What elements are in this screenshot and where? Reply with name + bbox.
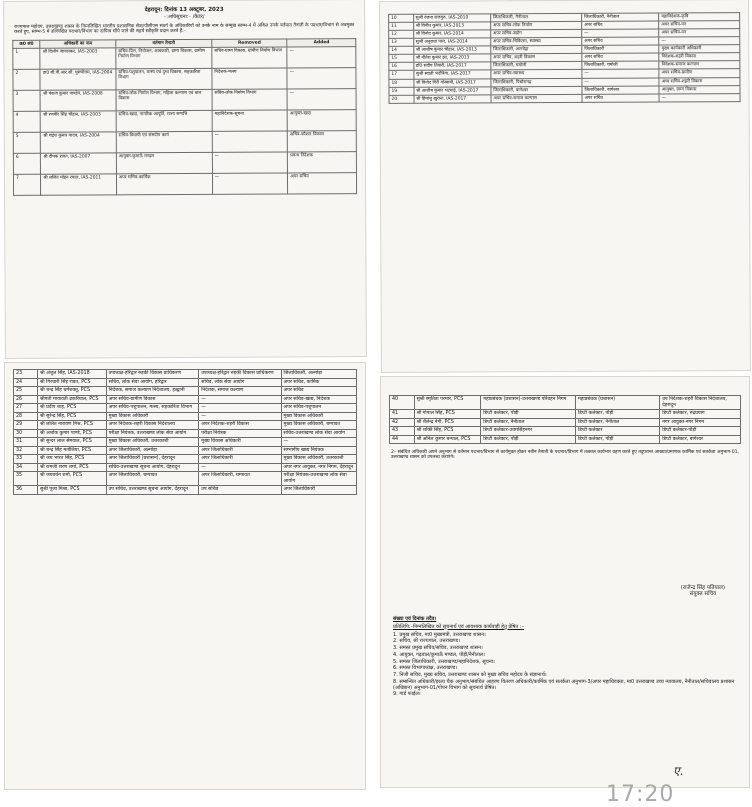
table-cell: श्री चन्द्र सिंह मर्तोलिया, PCS: [38, 446, 107, 455]
table-cell: अपर जिलाधिकारी (प्रशासन), देहरादून: [106, 455, 199, 464]
table-cell: अपर सचिव-वन: [659, 29, 740, 37]
table-cell: अपर सचिव: [582, 21, 659, 29]
table-row: [14, 421, 357, 430]
table-cell: अपर सचिव: [288, 172, 357, 193]
table-cell: महानिदेशक-सूचना: [212, 110, 288, 131]
table-cell: निदेशक-शहरी विकास: [659, 53, 740, 61]
table-cell: श्री दीपक रावत, IAS-2007: [41, 153, 117, 174]
table-cell: —: [199, 412, 281, 421]
list-item: 5. समस्त जिलाधिकारी, उत्तराखण्ड/महानिदेशक, सूचना।: [393, 658, 495, 665]
column-header: वर्तमान तैनाती: [116, 39, 212, 48]
table-cell: सुश्री स्मृतिता परमार, PCS: [414, 396, 481, 410]
table-cell: जिलाधिकारी: [582, 45, 659, 53]
table-cell: 44: [390, 435, 415, 444]
table-cell: श्री ललित मोहन रयाल, IAS-2011: [41, 174, 117, 195]
posting-table-3: [13, 369, 357, 495]
table-cell: डिप्टी कलेक्टर-उधमसिंहनगर: [481, 427, 576, 436]
table-row: [14, 387, 357, 396]
table-body: [14, 370, 357, 495]
table-cell: श्री गिरधारी सिंह रावत, PCS: [38, 378, 107, 387]
table-cell: श्री गोपाल सिंह, PCS: [414, 410, 481, 419]
table-row: [13, 151, 356, 174]
table-cell: श्री आशीष कुमार चौहान, IAS-2013: [413, 46, 490, 54]
table-cell: सुश्री स्वाती भदौरिया, IAS-2017: [413, 70, 490, 78]
table-cell: श्री प्रदीप शाह, PCS: [38, 404, 107, 413]
table-cell: अपर निदेशक-शहरी विकास: [199, 421, 281, 430]
table-row: [13, 67, 356, 90]
table-cell: अपर सचिव-कार्मिक: [116, 173, 212, 195]
table-cell: अपर सचिव-समाज कल्याण: [491, 94, 582, 103]
table-cell: श्री विनीत कुमार, IAS-2013: [413, 22, 490, 30]
table-cell: सुश्री अनुराधा पाल, IAS-2014: [413, 38, 490, 46]
table-cell: परीक्षा नियंत्रक: [199, 429, 281, 438]
table-cell: अपर सचिव-पशुपालन, मत्स्य, सहकारिता विभाग: [106, 404, 199, 413]
table-body: [13, 46, 357, 195]
table-cell: 42: [390, 418, 415, 427]
table-row: [13, 109, 356, 132]
table-cell: जिलाधिकारी, बागेश्वर: [491, 86, 582, 95]
document-page-4: [380, 376, 750, 788]
table-cell: अपर सचिव-उद्योग: [490, 30, 581, 39]
table-cell: 32: [14, 446, 38, 455]
table-cell: श्री चन्द्र सिंह धर्मशक्तू, PCS: [38, 387, 107, 396]
table-cell: जिलाधिकारी, अल्मोड़ा: [491, 46, 582, 55]
table-cell: मुख्य विकास अधिकारी, उत्तरकाशी: [281, 455, 356, 464]
table-cell: जिलाधिकारी, अल्मोड़ा: [281, 370, 356, 379]
table-cell: श्री पंकज कुमार पाण्डेय, IAS-2008: [40, 90, 116, 111]
table-cell: 33: [14, 455, 38, 464]
table-cell: निदेशक, समाज कल्याण: [199, 387, 281, 396]
table-cell: —: [287, 46, 356, 67]
table-cell: डिप्टी कलेक्टर, नैनीताल: [481, 418, 576, 427]
table-cell: 17: [389, 71, 414, 79]
table-cell: —: [582, 69, 659, 77]
table-row: [14, 463, 357, 472]
copy-title: संख्या एवं दिनांक तदैव।: [393, 616, 437, 622]
list-item: 8. सम्बन्धित अधिकारी/इरला चैक अनुभाग/संबंधित आहरण वितरण अधिकारी/कार्मिक एवं सतर्कता अनुभाग-3/अपर महाधिवक्ता, मा0 उत्तराखण्ड उच्च न्यायालय, नैनीताल/सचिवालय प्रशासन (अधिष्ठान) अनुभाग-01/गोपन विभाग को सूचनार्थ प्रेषित।: [393, 678, 735, 691]
table-row: [13, 46, 356, 69]
table-cell: सचिव-उत्तराखण्ड सूचना आयोग, देहरादून: [106, 463, 199, 472]
table-row: [14, 378, 357, 387]
table-row: [14, 404, 357, 413]
table-cell: अपर सचिव-ग्रामीण: [659, 69, 740, 77]
table-cell: श्री चंद्रेश कुमार यादव, IAS-2004: [41, 132, 117, 153]
posting-table-2: [388, 12, 740, 104]
column-header: Removed: [212, 39, 287, 47]
table-cell: मुख्य विकास अधिकारी, चम्पावत: [281, 421, 356, 430]
table-cell: उपाध्यक्ष-हरिद्वार रुड़की विकास प्राधिकरण: [106, 370, 199, 379]
table-cell: 6: [13, 153, 41, 174]
table-cell: अपर जिलाधिकारी: [199, 455, 281, 464]
document-page-1: [3, 0, 367, 359]
table-cell: 31: [14, 438, 38, 447]
handwritten-initials: ए.: [673, 764, 684, 778]
table-cell: मुख्य विकास अधिकारी: [281, 412, 356, 421]
table-cell: अपर सचिव: [582, 37, 659, 45]
table-cell: 14: [389, 47, 414, 55]
table-cell: डिप्टी कलेक्टर: [576, 427, 660, 436]
table-cell: निदेशक, समाज कल्याण निदेशालय, हल्द्वानी: [106, 387, 199, 396]
table-cell: अपर सचिव-खाद्य, निदेशक: [281, 395, 356, 404]
table-cell: अपर जिलाधिकारी: [281, 486, 356, 495]
table-body: [389, 13, 740, 104]
table-cell: जिलाधिकारी, बागेश्वर: [582, 86, 659, 94]
table-cell: अपर सचिव-वन: [659, 21, 740, 29]
table-cell: उप सचिव: [199, 486, 281, 495]
table-cell: अपर सचिव-चिकित्सा, स्वास्थ्य: [491, 38, 582, 47]
table-cell: श्री सुरेन्द्र सिंह, PCS: [38, 412, 107, 421]
table-cell: श्री जयवर्धन शर्मा, PCS: [38, 472, 107, 486]
table-cell: सचिव-ग्राम्य विकास, ग्रामीण निर्माण विभाग: [212, 47, 288, 68]
table-cell: जिलाधिकारी, पिथौरागढ़: [491, 78, 582, 87]
table-cell: डिप्टी कलेक्टर, पौड़ी: [481, 410, 576, 419]
table-cell: अपर सचिव, शहरी विकास: [491, 54, 582, 63]
table-cell: सचिव, लोक सेवा आयोग, हरिद्वार: [106, 378, 199, 387]
table-cell: 10: [389, 14, 414, 22]
table-cell: अपर सचिव-स्वास्थ्य: [491, 70, 582, 79]
table-cell: डा0 बी.वी.आर.सी. पुरुषोत्तम, IAS-2004: [40, 69, 116, 90]
table-cell: परीक्षा नियंत्रक-उत्तराखण्ड लोक सेवा आयोग: [281, 472, 356, 486]
table-cell: अपर सचिव, कार्मिक: [281, 378, 356, 387]
table-cell: श्रीमती मायावती ढकरियाल, PCS: [38, 395, 107, 404]
table-row: [14, 429, 357, 438]
table-cell: सचिव-पशुपालन, मत्स्य एवं दुग्ध विकास, सहकारिता विभाग: [116, 68, 212, 90]
table-cell: डिप्टी कलेक्टर, पौड़ी: [576, 410, 660, 419]
table-cell: डॉ0 संदीप तिवारी, IAS-2017: [413, 62, 490, 70]
signature-title: संयुक्त सचिव: [689, 591, 717, 598]
page-4-paragraph: 2– संबंधित अधिकारी अपने अनुभाग से वर्तमान पदभार/विभाग से कार्यमुक्त होकर नवीन तैनाती के पदभार/विभाग में तत्काल कार्यभार ग्रहण करते हुए तदुपरान्त आख्या/प्रमाणक कार्मिक एवं सतर्कता अनुभाग-01, उत्तराखण्ड शासन को उपलब्ध कराएंगे।: [391, 450, 739, 461]
table-cell: 13: [389, 38, 414, 46]
table-cell: सचिव, लोक सेवा आयोग: [199, 378, 281, 387]
table-row: [14, 472, 357, 486]
table-cell: 28: [14, 412, 38, 421]
table-cell: 15: [389, 55, 414, 63]
table-cell: श्री रामजी शरण शर्मा, PCS: [38, 463, 107, 472]
table-cell: अपर सचिव-शहरी विकास: [659, 77, 740, 85]
table-cell: 36: [14, 486, 38, 495]
list-item: 7. निजी सचिव, मुख्य सचिव, उत्तराखण्ड शासन को मुख्य सचिव महोदय के संज्ञानार्थ।: [393, 672, 547, 678]
table-cell: 24: [14, 378, 38, 387]
table-cell: 43: [390, 427, 415, 436]
table-cell: सचिव-विधायी एवं संसदीय कार्य: [116, 131, 212, 153]
table-row: [13, 88, 356, 111]
table-cell: श्री हिमांशु खुराना, IAS-2017: [414, 95, 491, 103]
table-cell: उप सचिव, उत्तराखण्ड सूचना आयोग, देहरादून: [106, 486, 199, 495]
table-cell: श्री अंशुल सिंह, IAS-2018: [38, 370, 107, 379]
table-cell: 2: [13, 69, 41, 90]
table-row: [14, 446, 357, 455]
table-cell: डिप्टी कलेक्टर, नैनीताल: [576, 418, 660, 427]
table-cell: अपर सचिव-ग्रामीण विकास: [106, 395, 199, 404]
table-cell: सम्भागीय खाद्य नियंत्रक: [281, 446, 356, 455]
table-row: [390, 435, 741, 444]
table-row: [390, 410, 741, 419]
table-cell: श्री रणवीर सिंह चौहान, IAS-2003: [41, 111, 117, 132]
table-cell: 16: [389, 63, 414, 71]
table-row: [14, 370, 357, 379]
list-item: 3. समस्त प्रमुख सचिव/सचिव, उत्तराखण्ड शासन।: [393, 645, 483, 651]
table-cell: —: [199, 395, 281, 404]
table-cell: 35: [14, 472, 38, 486]
table-cell: श्री ललित नारायण मिश्र, PCS: [38, 421, 107, 430]
document-page-3: [4, 362, 366, 790]
table-row: [13, 130, 356, 153]
signature-name: (राजेन्द्र सिंह पतियाल): [680, 585, 725, 591]
table-cell: आयुक्त-कुमाऊँ मण्डल: [116, 152, 212, 174]
table-cell: श्री अशोक कुमार पाण्डे, PCS: [38, 429, 107, 438]
table-cell: अपर सचिव-लोक निर्माण: [490, 21, 581, 30]
table-cell: श्री आशीष कुमार भटगाई, IAS-2017: [414, 86, 491, 94]
table-cell: —: [582, 29, 659, 37]
table-cell: अपर सचिव: [281, 387, 356, 396]
table-cell: —: [659, 93, 740, 101]
table-cell: जिलाधिकारी, चमोली: [582, 61, 659, 69]
table-cell: 29: [14, 421, 38, 430]
table-cell: डिप्टी कलेक्टर-पौड़ी: [660, 427, 741, 436]
table-cell: अपर नगर आयुक्त, नगर निगम, देहरादून: [281, 463, 356, 472]
table-cell: 18: [389, 79, 414, 87]
table-cell: —: [659, 37, 740, 45]
page-1-header: देहरादून: दिनांक 13 अक्टूबर, 2023: [144, 6, 224, 14]
table-cell: महानिदेशक-कृषि: [659, 13, 740, 21]
table-cell: महाप्रबंधक (प्रशासन): [576, 396, 660, 410]
list-item: 4. आयुक्त, गढ़वाल/कुमाऊँ मण्डल, पौड़ी/नैनीताल।: [393, 651, 486, 658]
table-cell: —: [212, 131, 288, 152]
table-cell: श्री शक्ति सिंह, PCS: [414, 427, 481, 436]
table-cell: अपर सचिव: [582, 53, 659, 61]
status-bar-clock: 17:20: [606, 782, 675, 807]
table-row: [14, 395, 357, 404]
table-cell: 7: [13, 174, 41, 195]
table-cell: श्री सुन्दर लाल सेमवाल, PCS: [38, 438, 107, 447]
table-cell: 20: [389, 95, 414, 103]
table-cell: 3: [13, 90, 41, 111]
table-cell: 4: [13, 111, 41, 132]
list-item: 9. गार्ड फाईल।: [393, 691, 421, 698]
table-cell: 40: [390, 396, 415, 410]
table-row: [390, 418, 741, 427]
document-page-2: [379, 0, 751, 373]
table-cell: —: [212, 152, 288, 173]
table-cell: निदेशक-मत्स्य: [212, 68, 288, 89]
table-cell: जिलाधिकारी, नैनीताल: [490, 13, 581, 22]
table-cell: 25: [14, 387, 38, 396]
table-row: [14, 486, 357, 495]
table-cell: श्री शैलेन्द्र नेगी, PCS: [414, 418, 481, 427]
copy-intro: प्रतिलिपि:–निम्नलिखित को सूचनार्थ एवं आवश्यक कार्यवाही हेतु प्रेषित :–: [393, 623, 525, 630]
table-row: [389, 93, 740, 103]
copy-list: [393, 633, 737, 699]
table-cell: 30: [14, 429, 38, 438]
table-cell: 5: [13, 132, 41, 153]
posting-table-1: [12, 38, 357, 196]
column-header: अधिकारी का नाम: [40, 39, 115, 47]
table-cell: जिलाधिकारी, चमोली: [491, 62, 582, 71]
table-cell: —: [287, 67, 356, 88]
table-cell: 11: [389, 22, 414, 30]
table-cell: उपाध्यक्ष-हरिद्वार रुड़की विकास प्राधिकरण: [199, 370, 281, 379]
table-cell: श्री विनोद कुमार, IAS-2014: [413, 30, 490, 38]
table-cell: सचिव-कौशल विकास: [288, 130, 357, 151]
table-cell: मुख्य विकास अधिकारी, उत्तरकाशी: [106, 438, 199, 447]
table-cell: 12: [389, 30, 414, 38]
table-cell: प्रबन्ध निदेशक: [288, 151, 357, 172]
table-cell: आयुक्त, ग्राम्य विकास: [659, 85, 740, 93]
table-cell: 26: [14, 395, 38, 404]
table-cell: श्री अनिल कुमार चन्याल, PCS: [414, 435, 481, 444]
table-cell: अपर जिलाधिकारी, अल्मोड़ा: [106, 446, 199, 455]
table-cell: डिप्टी कलेक्टर, पौड़ी: [481, 435, 576, 444]
table-cell: —: [582, 78, 659, 86]
table-row: [14, 412, 357, 421]
table-cell: अपर जिलाधिकारी, चम्पावत: [106, 472, 199, 486]
table-cell: मुख्य विकास अधिकारी: [106, 412, 199, 421]
table-cell: महाप्रबंधक (प्रशासन)-उत्तराखण्ड परिवहन निगम: [481, 396, 576, 410]
table-cell: श्री दिलीप जावलकर, IAS-2003: [40, 48, 116, 69]
table-cell: 1: [13, 48, 41, 69]
table-cell: 19: [389, 87, 414, 95]
page-1-subheader: –:अधिसूचना:– /कैडर/: [163, 14, 205, 21]
list-item: 2. सचिव, श्री राज्यपाल, उत्तराखण्ड।: [393, 638, 460, 645]
table-cell: —: [287, 88, 356, 109]
table-cell: मुख्य कार्यकारी अधिकारी: [659, 45, 740, 53]
signature-block: [681, 585, 725, 598]
table-cell: सचिव-खाद्य, नागरिक आपूर्ति, राज्य सम्पत्ति: [116, 110, 212, 132]
table-cell: अपर निदेशक-शहरी विकास निदेशालय: [106, 421, 199, 430]
posting-table-4: [389, 395, 741, 444]
list-item: 1. प्रमुख सचिव, मा0 मुख्यमंत्री, उत्तराखण्ड शासन।: [393, 631, 486, 638]
table-cell: 34: [14, 463, 38, 472]
table-cell: अपर सचिव: [582, 94, 659, 102]
table-cell: अपर सचिव-पशुपालन: [281, 404, 356, 413]
table-cell: सुश्री पूजा मिश्रा, PCS: [38, 486, 107, 495]
table-cell: उप निदेशक-शहरी विकास निदेशालय, देहरादून: [660, 396, 741, 410]
table-cell: सचिव-उत्तराखण्ड लोक सेवा आयोग: [281, 429, 356, 438]
table-cell: मुख्य विकास अधिकारी: [199, 438, 281, 447]
table-cell: —: [212, 173, 288, 194]
column-header: क्र0 सं0: [13, 40, 40, 48]
table-cell: —: [199, 404, 281, 413]
table-row: [390, 396, 741, 410]
table-row: [14, 455, 357, 464]
table-cell: डिप्टी कलेक्टर, रुद्रप्रयाग: [660, 410, 741, 419]
table-cell: सचिव-लोक निर्माण विभाग: [212, 89, 288, 110]
page-1-intro: राज्यपाल महोदय, उत्तराखण्ड शासन के निम्नलिखित भारतीय प्रशासनिक सेवा/पीसीएस संवर्ग के अधिकारियों को उनके नाम के सम्मुख स्तम्भ-4 में अंकित उनके वर्तमान तैनाती के पदभार/विभाग से अवमुक्त करते हुए, स्तम्भ-5 में उल्लिखित पदभार/विभाग का दायित्व सौंपे जाने की सहर्ष स्वीकृति प्रदान करते हैं:–: [14, 23, 355, 36]
table-cell: निदेशक-समाज कल्याण: [659, 61, 740, 69]
table-cell: 27: [14, 404, 38, 413]
table-cell: डिप्टी कलेक्टर, पौड़ी: [576, 435, 660, 444]
table-cell: अपर जिलाधिकारी, चम्पावत: [199, 472, 281, 486]
table-cell: सुश्री रंजना राजगुरु, IAS-2010: [413, 14, 490, 22]
table-cell: —: [199, 463, 281, 472]
table-row: [13, 172, 356, 195]
table-row: [390, 427, 741, 436]
table-cell: 41: [390, 410, 415, 419]
table-cell: परीक्षा नियंत्रक, उत्तराखण्ड लोक सेवा आयोग: [106, 429, 199, 438]
table-cell: डिप्टी कलेक्टर, बागेश्वर: [660, 435, 741, 444]
table-cell: श्री विनोद गिरी गोस्वामी, IAS-2017: [413, 78, 490, 86]
table-cell: अपर जिलाधिकारी: [199, 446, 281, 455]
table-cell: सचिव-वित्त, नियोजन, आबकारी, ग्राम्य विकास, ग्रामीण निर्माण विभाग: [116, 47, 212, 69]
table-cell: श्री नीतेश कुमार झा, IAS-2013: [413, 54, 490, 62]
table-cell: आयुक्त-खाद्य: [288, 109, 357, 130]
list-item: 6. समस्त विभागाध्यक्ष, उत्तराखण्ड।: [393, 665, 458, 672]
table-cell: 23: [14, 370, 38, 379]
table-cell: सचिव-लोक निर्माण विभाग, महिला कल्याण एवं बाल विकास: [116, 89, 212, 111]
table-cell: नगर आयुक्त-नगर निगम: [660, 418, 741, 427]
table-cell: —: [281, 438, 356, 447]
table-cell: जिलाधिकारी, नैनीताल: [582, 13, 659, 21]
table-row: [14, 438, 357, 447]
column-header: Added: [287, 38, 356, 46]
table-cell: श्री जय भारत सिंह, PCS: [38, 455, 107, 464]
table-body: [390, 396, 741, 444]
